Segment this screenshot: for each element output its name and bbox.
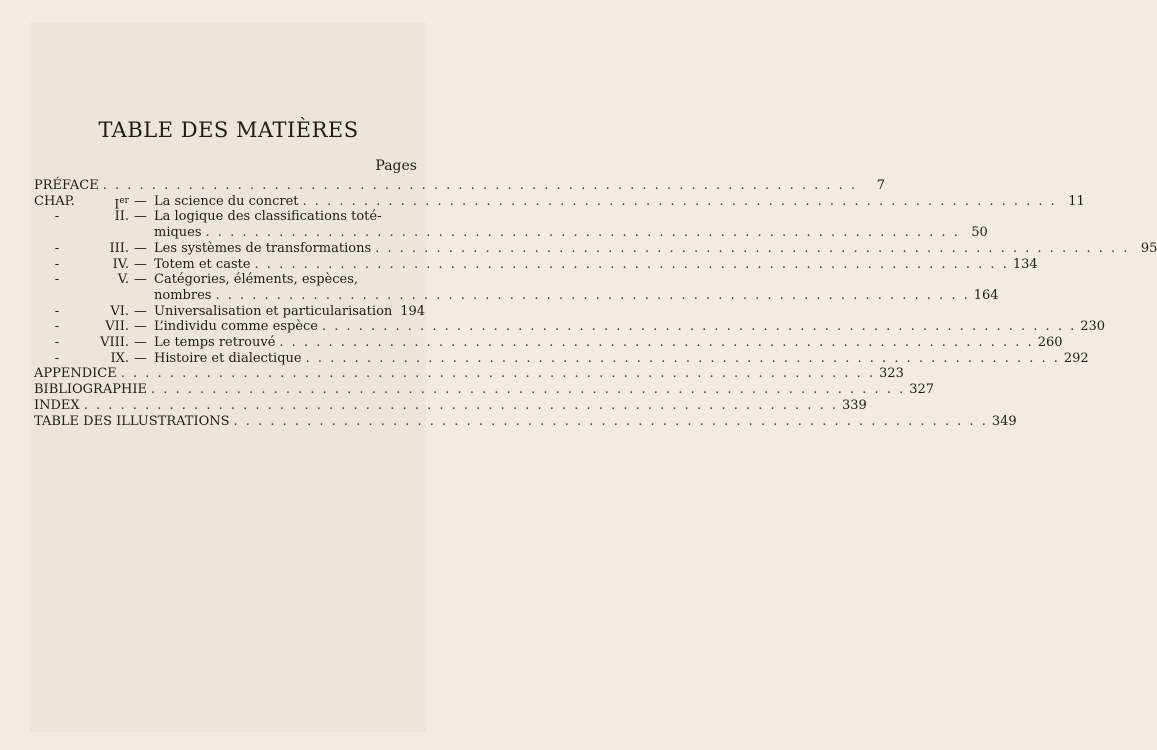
chapter-dash: — [134, 240, 147, 256]
toc-entry-label: PRÉFACE [34, 178, 99, 193]
chapter-dash: — [134, 209, 147, 225]
toc-page-number: 194 [400, 303, 426, 319]
leader-dots: . . . . . . . . . . . . . . . . . . . . . . . . . . . . . . . . . . . . . . . . . . . . . . . . . . . . . . . . . . . . . . [305, 350, 1060, 366]
leader-dots: . . . . . . . . . . . . . . . . . . . . . . . . . . . . . . . . . . . . . . . . . . . . . . . . . . . . . . . . . . . . . . [375, 240, 1130, 256]
chapter-dash: — [134, 350, 147, 366]
chapter-number: III. [109, 240, 129, 256]
toc-page-number: 230 [1080, 319, 1106, 335]
leader-dots: . . . . . . . . . . . . . . . . . . . . . . . . . . . . . . . . . . . . . . . . . . . . . . . . . . . . . . . . . . . . . . [254, 256, 1009, 272]
leader-dots: . . . . . . . . . . . . . . . . . . . . . . . . . . . . . . . . . . . . . . . . . . . . . . . . . . . . . . . . . . . . . . [233, 413, 988, 429]
leader-dots: . . . . . . . . . . . . . . . . . . . . . . . . . . . . . . . . . . . . . . . . . . . . . . . . . . . . . . . . . . . . . . [279, 335, 1034, 351]
chapter-number: VIII. [100, 335, 129, 351]
chapter-number: VII. [105, 319, 129, 335]
toc-entry-illustrations[interactable] [34, 413, 1017, 430]
toc-page-number: 323 [879, 366, 904, 382]
toc-entry-label: TABLE DES ILLUSTRATIONS [34, 413, 230, 429]
toc-entry-label: APPENDICE [34, 366, 117, 382]
table-of-contents [34, 178, 1157, 429]
toc-entry-chapter-1[interactable] [34, 193, 1085, 213]
toc-entry-chapter-2[interactable] [34, 209, 417, 225]
toc-page-number: 260 [1037, 335, 1063, 351]
leader-dots: . . . . . . . . . . . . . . . . . . . . . . . . . . . . . . . . . . . . . . . . . . . . . . . . . . . . . . . . . . . . . . [215, 287, 970, 303]
toc-entry-chapter-7[interactable] [34, 319, 1106, 335]
chapter-dash: — [134, 193, 147, 209]
leader-dots: . . . . . . . . . . . . . . . . . . . . . . . . . . . . . . . . . . . . . . . . . . . . . . . . . . . . . . . . . . . . . . [321, 319, 1077, 335]
chapter-number: V. [117, 272, 129, 288]
chapter-title-continued: nombres [154, 287, 212, 303]
toc-entry-bibliographie[interactable] [34, 382, 935, 398]
toc-entry-chapter-8[interactable] [34, 335, 1063, 351]
chapter-title: La science du concret [154, 193, 299, 209]
ditto-mark: - [54, 335, 60, 351]
chapter-title-continued: miques [154, 225, 202, 241]
chapter-dash: — [134, 303, 147, 319]
toc-entry-chapter-6[interactable] [34, 303, 426, 320]
chapter-dash: — [134, 319, 147, 335]
ditto-mark: - [54, 240, 60, 256]
toc-page-number: 327 [909, 382, 935, 398]
chapter-title: La logique des classifications toté- [154, 209, 382, 225]
toc-entry-preface[interactable] [34, 178, 886, 194]
ditto-mark: - [54, 303, 60, 319]
leader-dots: . . . . . . . . . . . . . . . . . . . . . . . . . . . . . . . . . . . . . . . . . . . . . . . . . . . . . . . . . . . . . . [83, 397, 838, 413]
chapter-number: VI. [110, 303, 129, 319]
leader-dots: . . . . . . . . . . . . . . . . . . . . . . . . . . . . . . . . . . . . . . . . . . . . . . . . . . . . . . . . . . . . . . [102, 178, 858, 193]
leader-dots: . . . . . . . . . . . . . . . . . . . . . . . . . . . . . . . . . . . . . . . . . . . . . . . . . . . . . . . . . . . . . . [205, 225, 960, 241]
chapter-number: IX. [110, 350, 129, 366]
chapter-title: Le temps retrouvé [154, 335, 276, 351]
chapter-number: II. [114, 209, 129, 225]
chapter-title: Universalisation et particularisation [154, 303, 393, 319]
ditto-mark: - [54, 256, 60, 272]
leader-dots: . . . . . . . . . . . . . . . . . . . . . . . . . . . . . . . . . . . . . . . . . . . . . . . . . . . . . . . . . . . . . . [120, 366, 876, 382]
chapter-title: L’individu comme espèce [154, 319, 318, 335]
leader-dots: . . . . . . . . . . . . . . . . . . . . . . . . . . . . . . . . . . . . . . . . . . . . . . . . . . . . . . . . . . . . . . [150, 382, 906, 398]
chapter-dash: — [134, 335, 147, 351]
leader-dots: . . . . . . . . . . . . . . . . . . . . . . . . . . . . . . . . . . . . . . . . . . . . . . . . . . . . . . . . . . . . . . [302, 193, 1057, 209]
toc-entry-label: BIBLIOGRAPHIE [34, 382, 147, 398]
chapter-title: Totem et caste [154, 256, 251, 272]
toc-entry-chapter-3[interactable] [34, 240, 1157, 257]
chapter-dash: — [134, 272, 147, 288]
toc-page-number: 95 [1140, 240, 1157, 256]
toc-entry-label: INDEX [34, 397, 80, 413]
toc-page-number: 339 [841, 397, 867, 413]
toc-page-number: 11 [1068, 193, 1085, 209]
toc-entry-chapter-2-cont[interactable] [34, 225, 988, 241]
ditto-mark: - [54, 319, 60, 335]
toc-page-number: 7 [876, 178, 886, 193]
ditto-mark: - [54, 350, 60, 366]
chapter-title: Histoire et dialectique [154, 350, 302, 366]
ditto-mark: - [54, 272, 60, 288]
toc-entry-chapter-5-cont[interactable] [34, 287, 999, 304]
toc-page-number: 134 [1012, 256, 1038, 272]
toc-page-number: 292 [1063, 350, 1089, 366]
toc-entry-appendice[interactable] [34, 366, 904, 382]
ditto-mark: - [54, 209, 60, 225]
page-title: TABLE DES MATIÈRES [98, 118, 359, 142]
chapter-title: Les systèmes de transformations [154, 240, 372, 256]
toc-page-number: 349 [991, 413, 1017, 429]
toc-page-number: 164 [973, 287, 999, 303]
chapter-dash: — [134, 256, 147, 272]
toc-entry-chapter-5[interactable] [34, 272, 417, 288]
toc-entry-chapter-4[interactable] [34, 256, 1038, 273]
chapter-title: Catégories, éléments, espèces, [154, 272, 359, 288]
chapter-number: Ier [114, 195, 129, 213]
pages-column-label: Pages [375, 158, 417, 174]
chapter-label: CHAP. [34, 193, 75, 209]
toc-page-number: 50 [971, 225, 988, 241]
toc-entry-chapter-9[interactable] [34, 350, 1089, 367]
chapter-number: IV. [112, 256, 129, 272]
toc-entry-index[interactable] [34, 397, 867, 414]
